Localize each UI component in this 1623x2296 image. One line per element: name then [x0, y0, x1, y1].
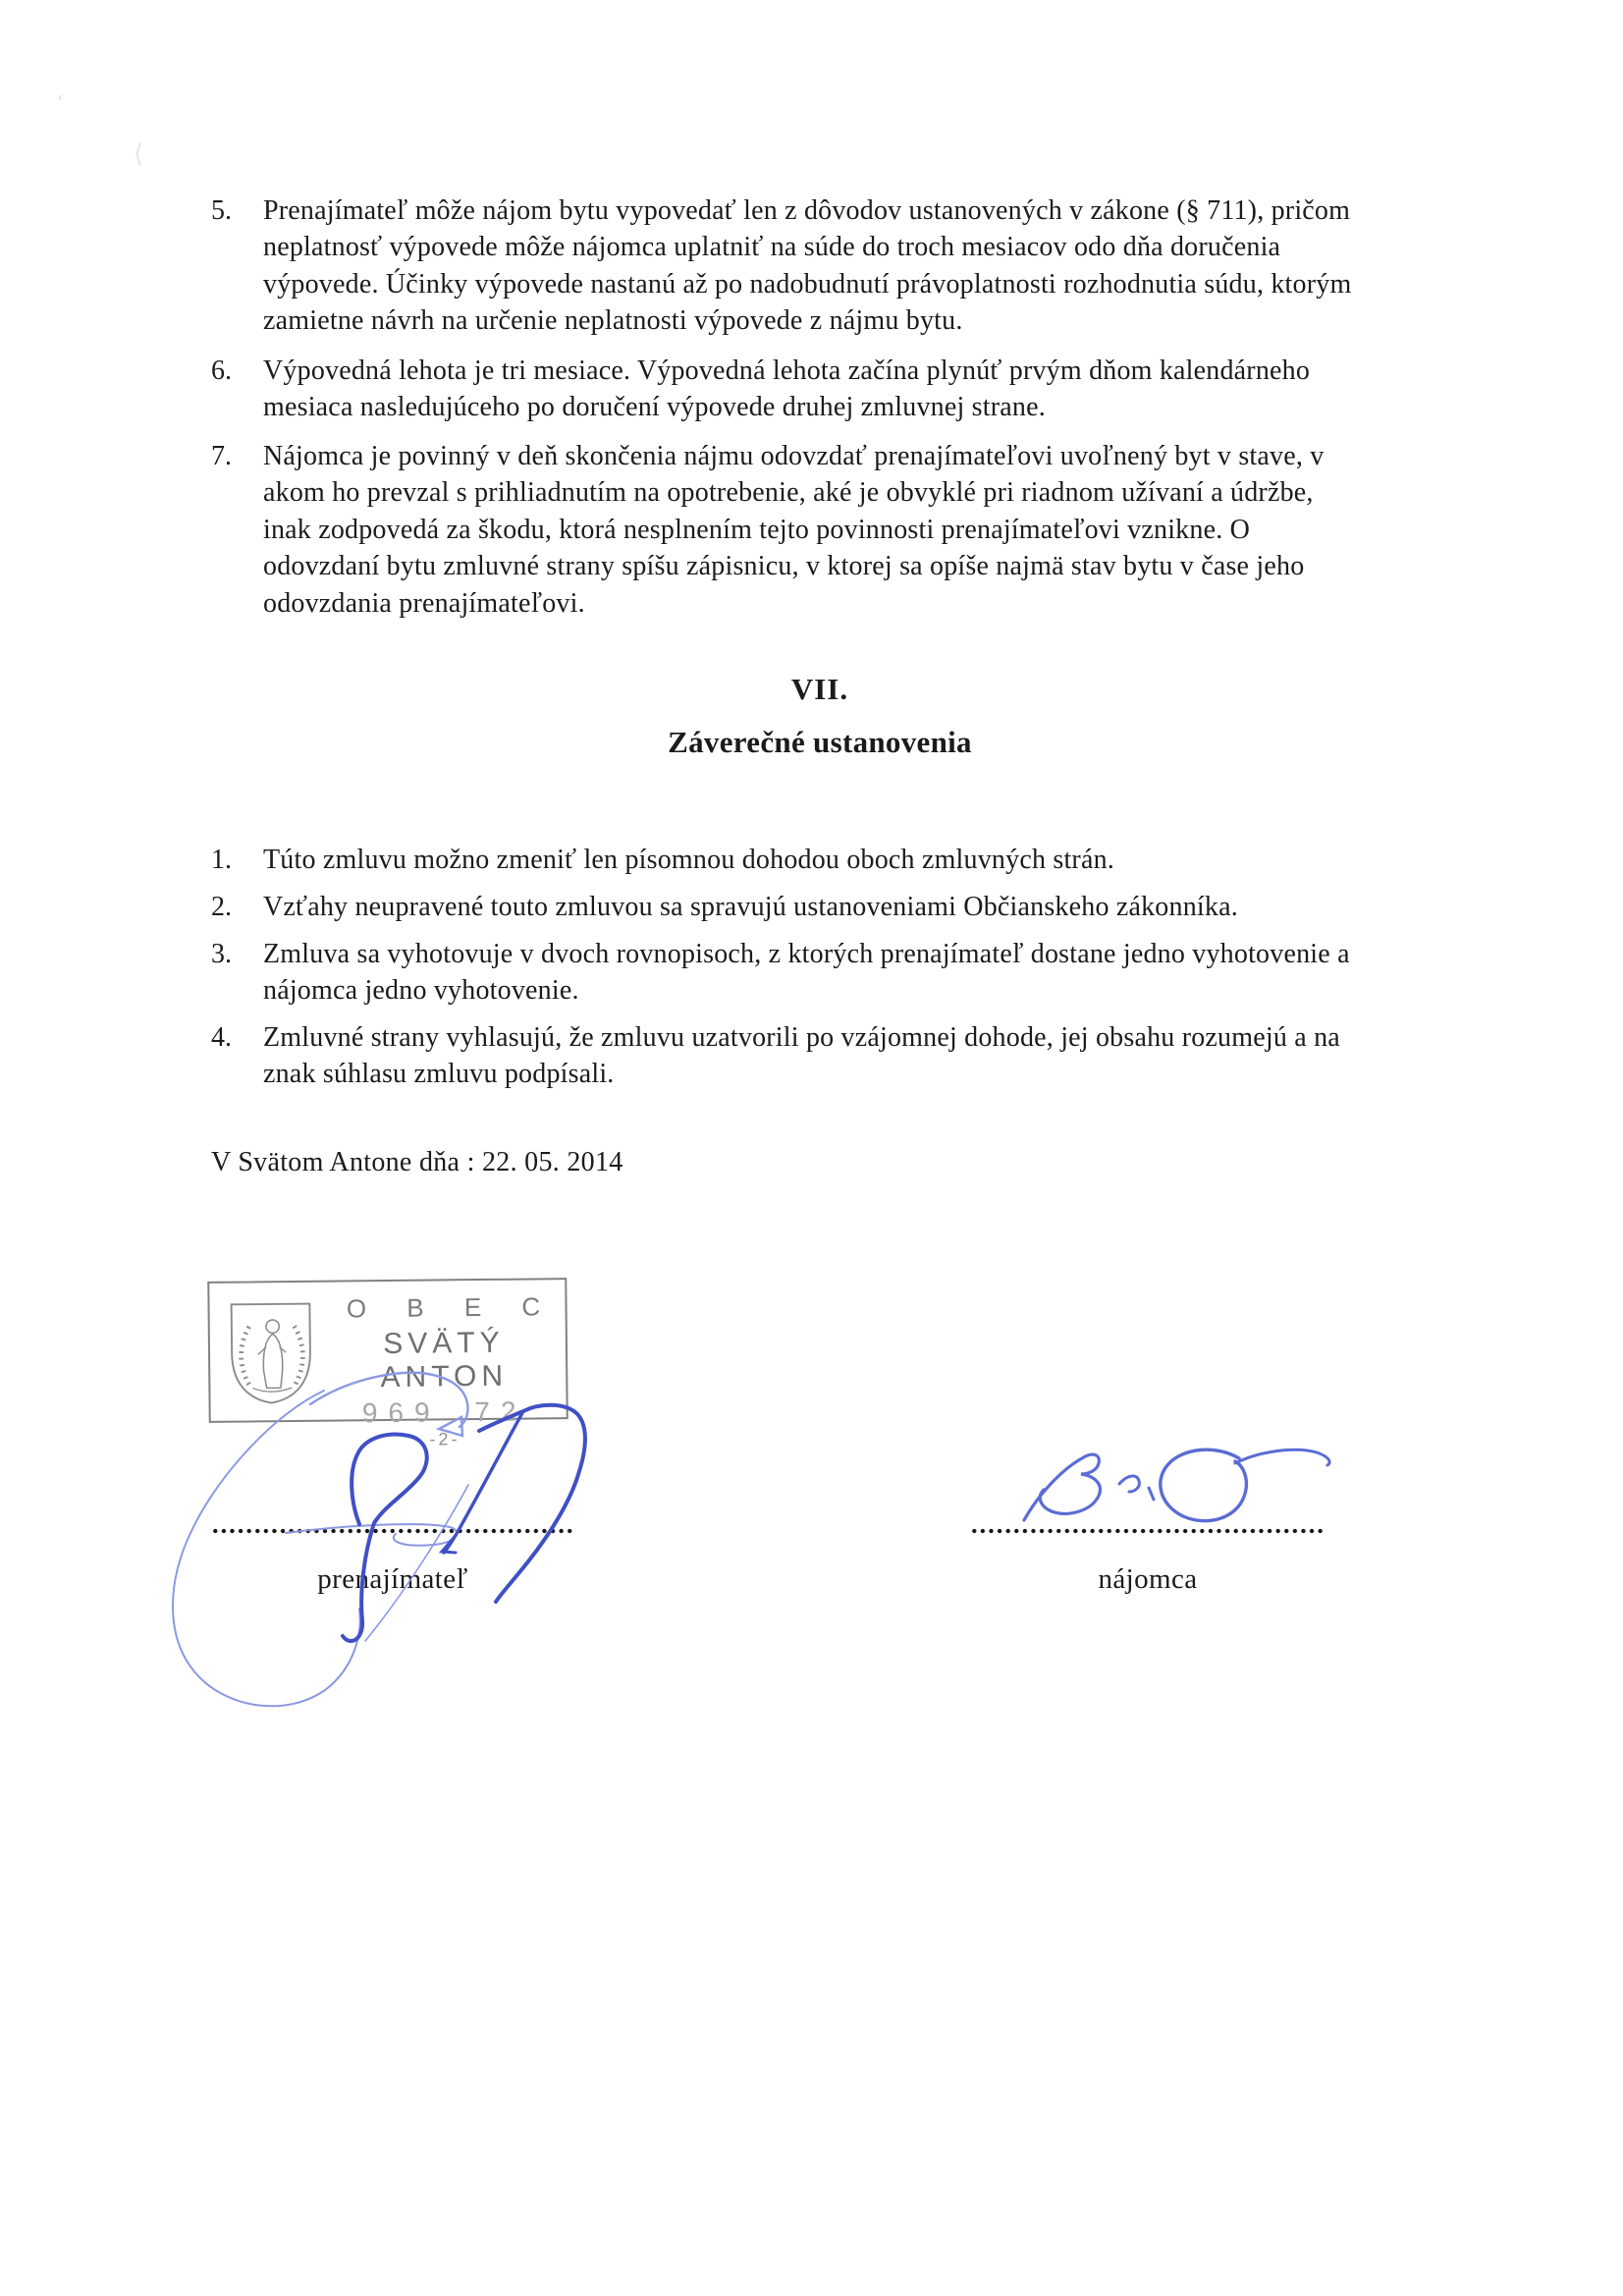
signature-label-landlord: prenajímateľ — [317, 1563, 468, 1595]
clause-text-line: Vzťahy neupravené touto zmluvou sa spravujú ustanoveniami Občianskeho zákonníka. — [263, 892, 1238, 922]
clause-text — [263, 936, 1458, 1010]
section-number-text: VII. — [790, 672, 849, 706]
stamp-line-postcode: 969 72 — [361, 1395, 527, 1429]
clause-text-line: Zmluvné strany vyhlasujú, že zmluvu uzatvorili po vzájomnej dohode, jej obsahu rozumejú a na — [263, 1022, 1340, 1053]
clause-text — [263, 353, 1458, 426]
final-item-2 — [211, 889, 1458, 925]
clause-number: 4. — [211, 1022, 232, 1053]
clause-number: 6. — [211, 355, 232, 386]
clause-text-line: znak súhlasu zmluvu podpísali. — [263, 1059, 615, 1090]
clause-text-line: Zmluva sa vyhotovuje v dvoch rovnopisoch, z ktorých prenajímateľ dostane jedno vyhotovenie a — [263, 939, 1350, 969]
clause-text — [263, 438, 1458, 622]
final-item-1 — [211, 842, 1458, 878]
clause-text-line: inak zodpovedá za škodu, ktorá nesplnením tejto povinnosti prenajímateľovi vznikne. O — [263, 514, 1251, 545]
clause-text-line: Prenajímateľ môže nájom bytu vypovedať len z dôvodov ustanovených v zákone (§ 711), pričom — [263, 195, 1351, 226]
clause-text-line: Nájomca je povinný v deň skončenia nájmu odovzdať prenajímateľovi uvoľnený byt v stave, v — [263, 441, 1325, 471]
clause-text-line: odovzdania prenajímateľovi. — [263, 587, 585, 619]
signature-line-tenant — [970, 1528, 1325, 1534]
final-item-3 — [211, 936, 1458, 1010]
stamp-line-obec: O B E C — [346, 1291, 558, 1324]
clause-text — [263, 842, 1458, 878]
signature-line-landlord — [211, 1528, 573, 1534]
clause-number: 1. — [211, 845, 232, 875]
signature-label-tenant: nájomca — [1098, 1563, 1198, 1595]
clause-text-line: mesiaca nasledujúceho po doručení výpovede druhej zmluvnej strane. — [263, 392, 1046, 423]
clause-number: 7. — [211, 441, 232, 471]
clause-item-6 — [211, 353, 1458, 426]
stamp-line-number: -2- — [429, 1429, 460, 1449]
clause-text-line: výpovede. Účinky výpovede nastanú až po nadobudnutí právoplatnosti rozhodnutia súdu, ktorým — [263, 268, 1352, 300]
stamp-line-town: SVÄTÝ ANTON — [380, 1326, 509, 1394]
clause-text-line: Výpovedná lehota je tri mesiace. Výpovedná lehota začína plynúť prvým dňom kalendárneho — [263, 355, 1311, 386]
clause-text-line: Túto zmluvu možno zmeniť len písomnou dohodou oboch zmluvných strán. — [263, 845, 1114, 875]
clause-item-5 — [211, 192, 1458, 340]
clause-text — [263, 889, 1458, 925]
clause-text-line: nájomca jedno vyhotovenie. — [263, 975, 579, 1007]
clause-item-7 — [211, 438, 1458, 622]
scan-speck: ⟨ — [134, 139, 144, 168]
final-item-4 — [211, 1019, 1458, 1093]
place-date-line: V Svätom Antone dňa : 22. 05. 2014 — [211, 1147, 623, 1177]
municipal-stamp — [207, 1278, 568, 1449]
clause-text-line: zamietne návrh na určenie neplatnosti výpovede z nájmu bytu. — [263, 305, 963, 337]
section-title-text: Záverečné ustanovenia — [668, 725, 972, 759]
stamp-text-block — [325, 1280, 562, 1449]
clause-text-line: neplatnosť výpovede môže nájomca uplatniť na súde do troch mesiacov odo dňa doručenia — [263, 232, 1281, 263]
section-title — [211, 725, 1429, 760]
clause-text — [263, 192, 1458, 340]
section-number — [211, 672, 1429, 707]
clause-number: 5. — [211, 195, 232, 226]
clause-text — [263, 1019, 1458, 1093]
clause-number: 2. — [211, 892, 232, 922]
clause-text-line: akom ho prevzal s prihliadnutím na opotrebenie, aké je obvyklé pri riadnom užívaní a údržbe, — [263, 477, 1314, 509]
clause-number: 3. — [211, 939, 232, 969]
scan-speck: ⸲ — [56, 80, 67, 103]
clause-text-line: odovzdaní bytu zmluvné strany spíšu zápisnicu, v ktorej sa opíše najmä stav bytu v čase jeho — [263, 551, 1305, 582]
coat-of-arms-icon — [223, 1298, 318, 1409]
tenant-signature-ink — [1024, 1449, 1329, 1520]
